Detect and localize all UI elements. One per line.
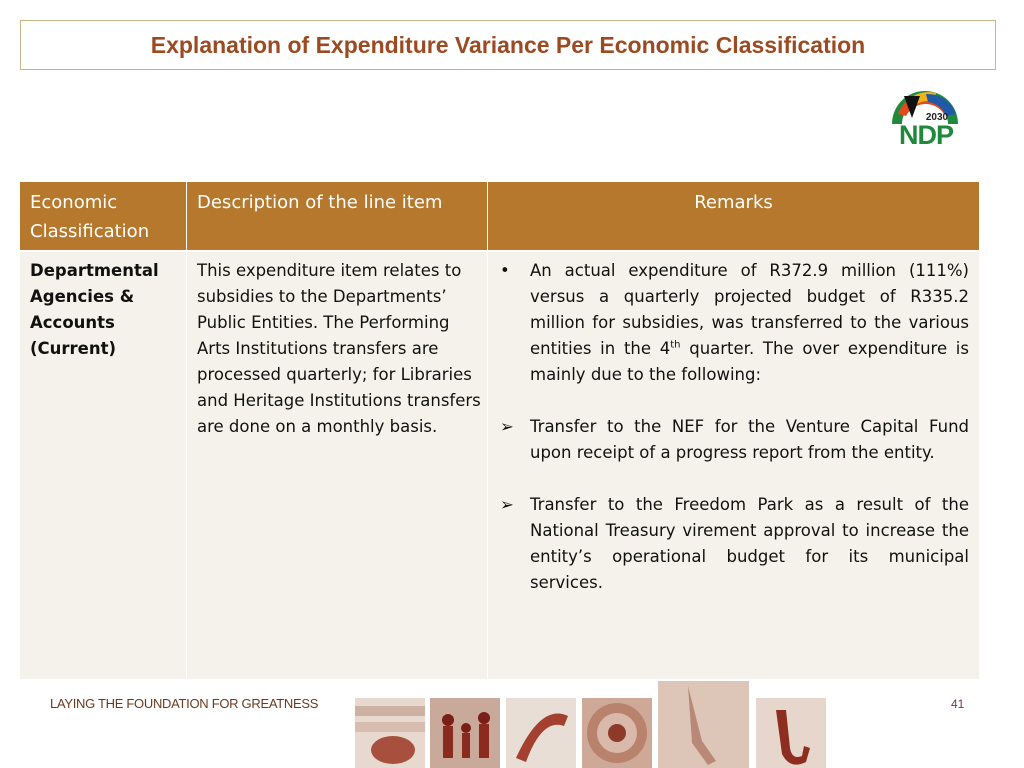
page-number: 41: [951, 697, 965, 711]
header-divider: [20, 250, 979, 252]
reading-photo-icon: [355, 698, 425, 768]
film-reel-icon: [506, 698, 576, 768]
arrow-bullet-icon: ➢: [500, 417, 514, 436]
logo-year: 2030: [925, 112, 949, 123]
header-description: Description of the line item: [187, 182, 487, 250]
page-title: Explanation of Expenditure Variance Per Economic Classification: [150, 31, 866, 58]
cell-description: This expenditure item relates to subsidies to the Departments’ Public Entities. The Performing Arts Institutions transfers are processed quarterly; for Libraries and Heritage Institutions transfers are done on a monthly basis.: [197, 261, 481, 436]
remark-sub-text: Transfer to the Freedom Park as a result of the National Treasury virement approval to increase the entity’s operational budget for its municipal services.: [530, 495, 969, 592]
logo-label: NDP: [898, 120, 953, 150]
saxophone-icon: [756, 698, 826, 768]
variance-table: [20, 182, 979, 679]
cell-classification: Departmental Agencies & Accounts (Current): [30, 261, 159, 358]
remark-main-text-end: quarter. The over expenditure is mainly due to the following:: [530, 339, 969, 384]
remark-superscript: th: [670, 339, 681, 351]
remark-sub-item: [500, 414, 969, 466]
remark-main: [500, 258, 969, 388]
arrow-bullet-icon: ➢: [500, 495, 514, 514]
cell-remarks: [488, 258, 979, 596]
bullet-icon: •: [500, 261, 510, 280]
title-box: [20, 20, 996, 70]
remark-main-text: An actual expenditure of R372.9 million (111%) versus a quarterly projected budget of R335.2 million for subsidies, was transferred to the various entities in the 4: [530, 261, 969, 358]
beadwork-icon: [582, 698, 652, 768]
header-remarks: Remarks: [488, 182, 979, 250]
footer-tagline: LAYING THE FOUNDATION FOR GREATNESS: [50, 696, 319, 711]
family-photo-icon: [430, 698, 500, 768]
remark-sub-text: Transfer to the NEF for the Venture Capital Fund upon receipt of a progress report from the entity.: [530, 417, 969, 462]
remark-sub-item: [500, 492, 969, 596]
ballet-photo-icon: [658, 681, 749, 768]
header-classification: Economic Classification: [20, 182, 186, 250]
